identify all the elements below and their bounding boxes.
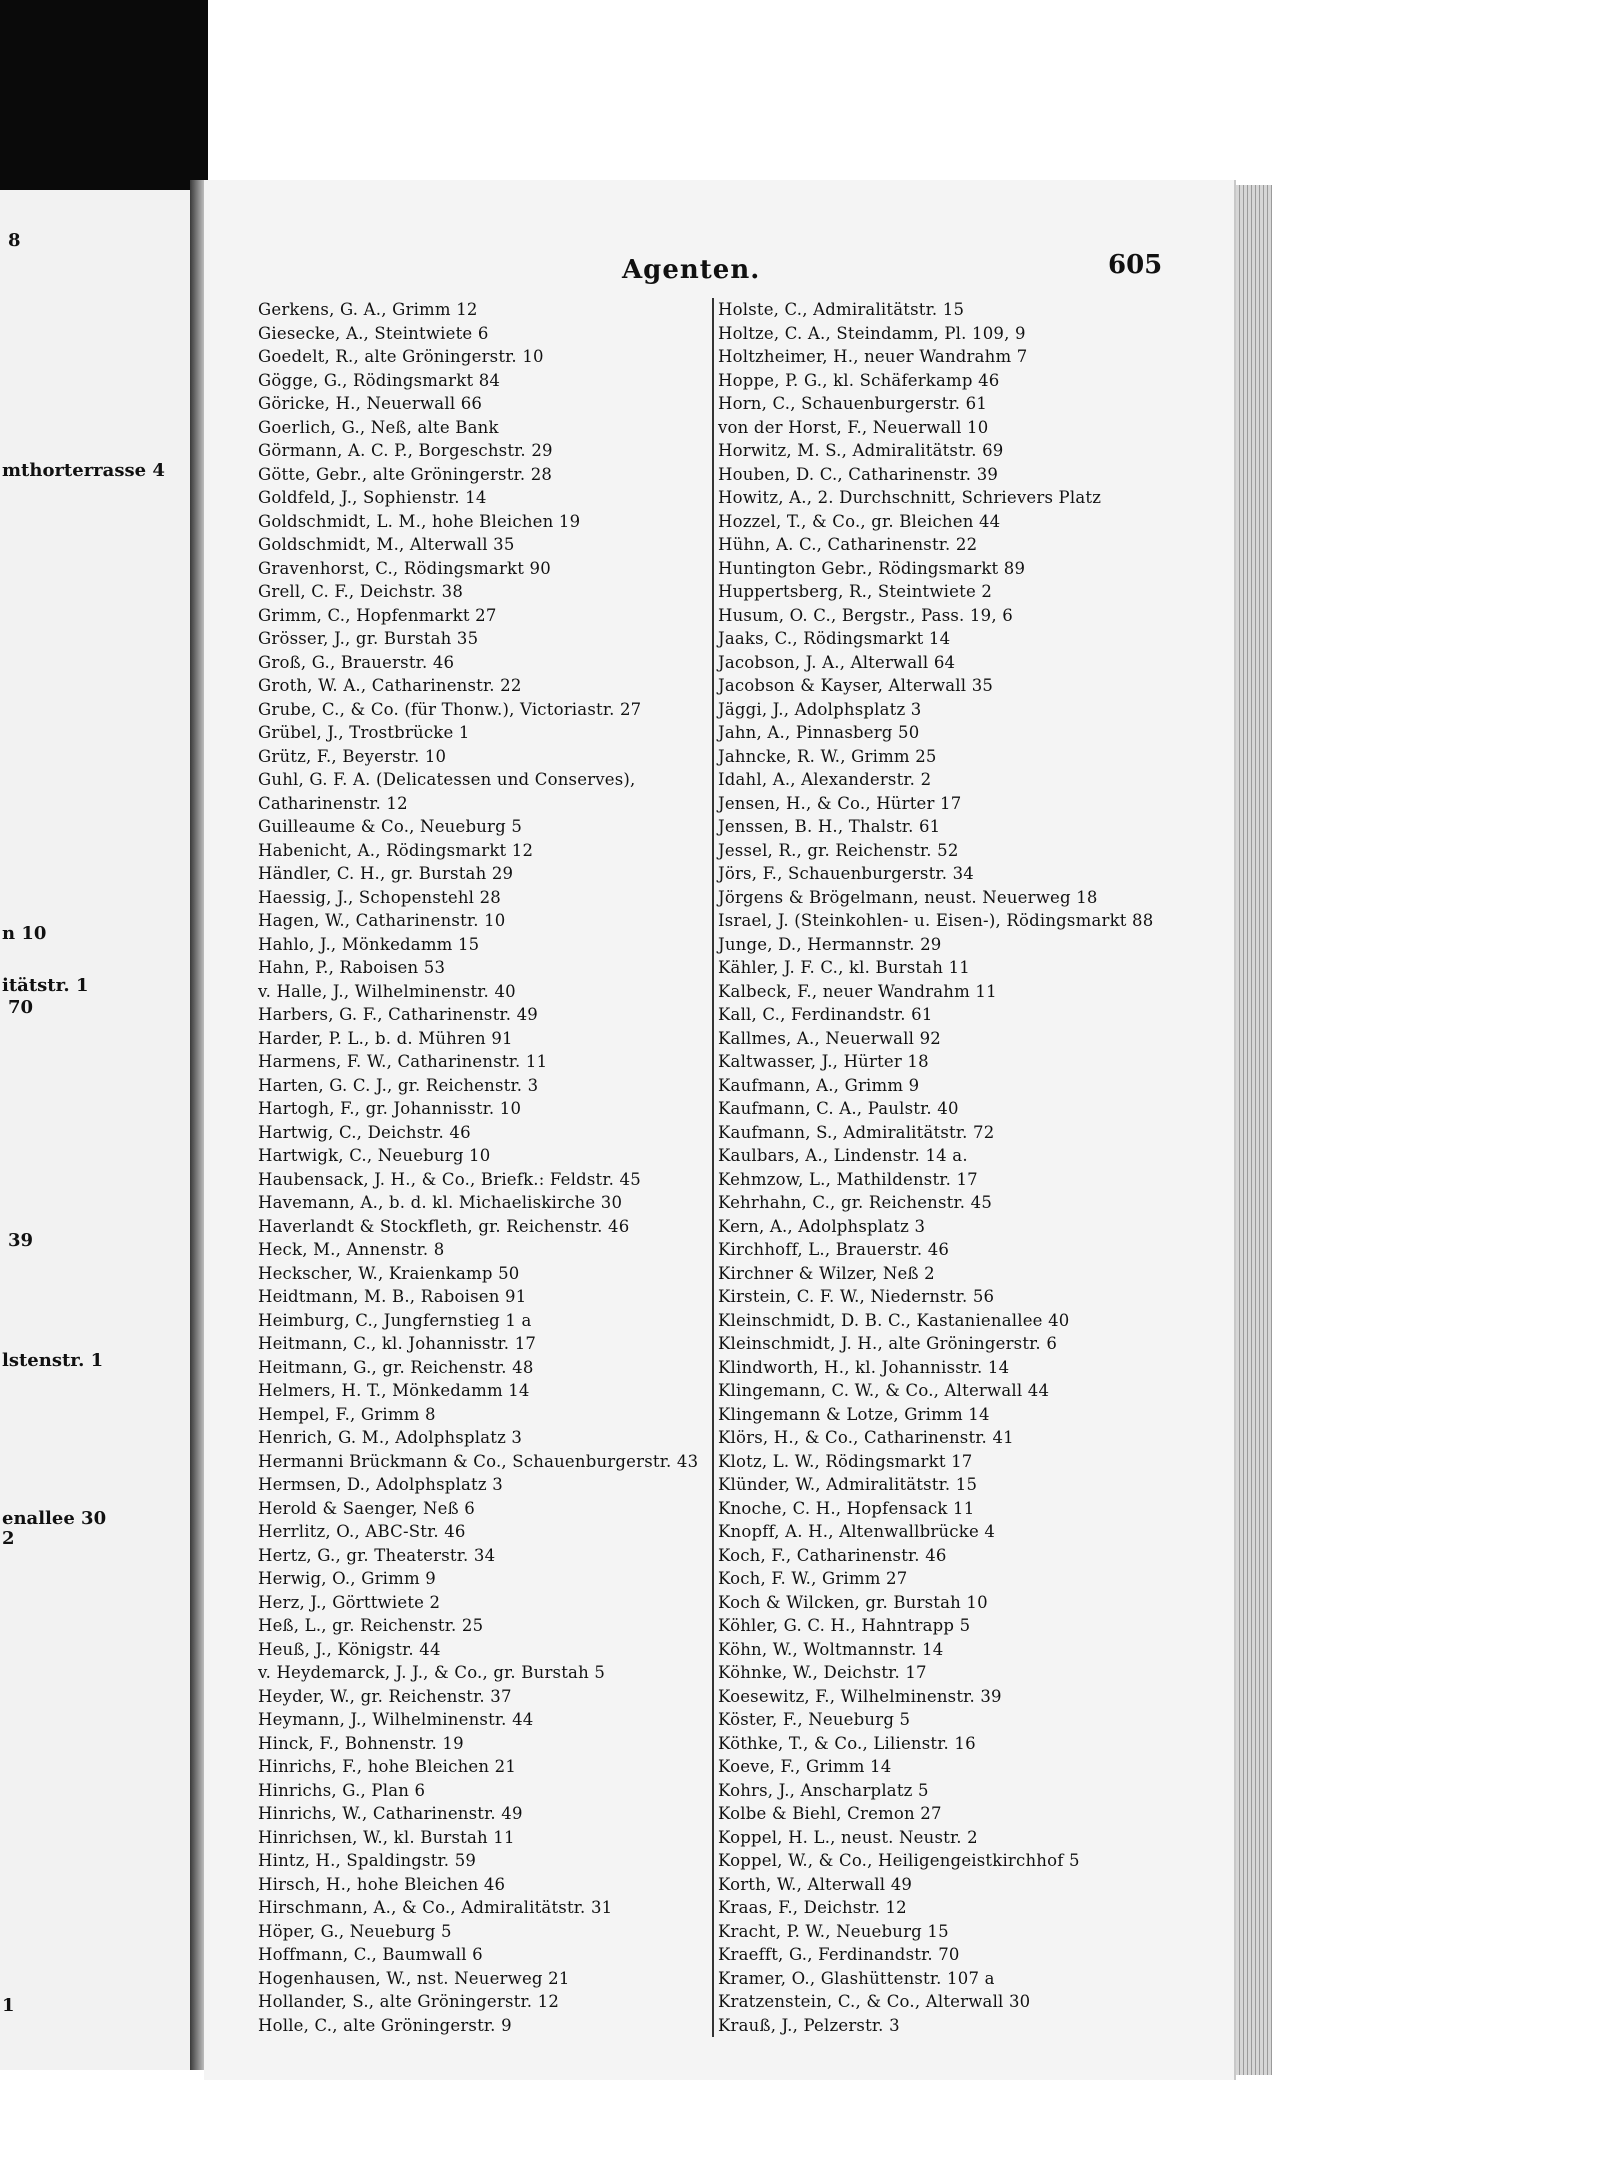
directory-entry: Hinrichs, W., Catharinenstr. 49 — [258, 1804, 523, 1823]
directory-entry: Harder, P. L., b. d. Mühren 91 — [258, 1028, 513, 1048]
directory-entry: Giesecke, A., Steintwiete 6 — [258, 323, 489, 343]
directory-entry: Guilleaume & Co., Neueburg 5 — [258, 817, 523, 836]
directory-entry: Götte, Gebr., alte Gröningerstr. 28 — [258, 464, 553, 484]
directory-entry: Jacobson, J. A., Alterwall 64 — [718, 652, 956, 672]
left-fragment: enallee 30 — [2, 1508, 107, 1529]
directory-entry: Kleinschmidt, J. H., alte Gröningerstr. 6 — [718, 1334, 1058, 1353]
directory-entry: Henrich, G. M., Adolphsplatz 3 — [258, 1428, 523, 1447]
book-gutter — [190, 180, 204, 2070]
directory-entry: Klünder, W., Admiralitätstr. 15 — [718, 1475, 978, 1494]
directory-entry: Kraefft, G., Ferdinandstr. 70 — [718, 1945, 960, 1964]
directory-entry: Knopff, A. H., Altenwallbrücke 4 — [718, 1522, 996, 1541]
directory-entry: Hinrichs, G., Plan 6 — [258, 1780, 426, 1800]
directory-entry: Hempel, F., Grimm 8 — [258, 1404, 436, 1424]
directory-entry: Kall, C., Ferdinandstr. 61 — [718, 1005, 933, 1024]
directory-entry: Kirchhoff, L., Brauerstr. 46 — [718, 1240, 950, 1259]
directory-entry: Hoppe, P. G., kl. Schäferkamp 46 — [718, 370, 1000, 390]
directory-entry: Hertz, G., gr. Theaterstr. 34 — [258, 1545, 496, 1565]
directory-entry: v. Heydemarck, J. J., & Co., gr. Burstah 5 — [258, 1663, 606, 1682]
directory-entry: Gravenhorst, C., Rödingsmarkt 90 — [258, 558, 551, 578]
directory-entry: Köthke, T., & Co., Lilienstr. 16 — [718, 1733, 976, 1753]
left-fragment: 2 — [2, 1528, 15, 1549]
directory-entry: Jahn, A., Pinnasberg 50 — [718, 723, 920, 742]
directory-entry: Grösser, J., gr. Burstah 35 — [258, 629, 479, 648]
directory-entry: Jessel, R., gr. Reichenstr. 52 — [718, 840, 959, 860]
directory-entry: Junge, D., Hermannstr. 29 — [718, 934, 942, 954]
directory-entry: Klingemann, C. W., & Co., Alterwall 44 — [718, 1381, 1050, 1400]
directory-entry: Köster, F., Neueburg 5 — [718, 1710, 911, 1729]
directory-entry: Kracht, P. W., Neueburg 15 — [718, 1921, 949, 1941]
left-fragment: 70 — [8, 997, 34, 1018]
directory-entry: Hollander, S., alte Gröningerstr. 12 — [258, 1992, 560, 2011]
directory-entry: Jörs, F., Schauenburgerstr. 34 — [718, 864, 974, 883]
directory-entry: Heidtmann, M. B., Raboisen 91 — [258, 1287, 527, 1306]
directory-entry: Heckscher, W., Kraienkamp 50 — [258, 1263, 520, 1283]
directory-entry: Holtze, C. A., Steindamm, Pl. 109, 9 — [718, 323, 1026, 343]
directory-entry: Hinrichsen, W., kl. Burstah 11 — [258, 1827, 515, 1847]
directory-entry: Herrlitz, O., ABC-Str. 46 — [258, 1522, 466, 1541]
directory-entry: Habenicht, A., Rödingsmarkt 12 — [258, 840, 534, 860]
directory-entry: Harmens, F. W., Catharinenstr. 11 — [258, 1052, 548, 1071]
directory-entry: Goerlich, G., Neß, alte Bank — [258, 417, 499, 437]
directory-entry: Grube, C., & Co. (für Thonw.), Victoriastr. 27 — [258, 699, 642, 719]
left-fragment: 1 — [2, 1995, 15, 2016]
directory-entry: Grübel, J., Trostbrücke 1 — [258, 723, 470, 742]
directory-entry: v. Halle, J., Wilhelminenstr. 40 — [258, 981, 516, 1001]
directory-column-right — [712, 298, 1178, 2037]
directory-entry: Guhl, G. F. A. (Delicatessen und Conserves), — [258, 770, 636, 789]
directory-entry: Herz, J., Görttwiete 2 — [258, 1592, 441, 1612]
directory-entry: Koesewitz, F., Wilhelminenstr. 39 — [718, 1686, 1002, 1706]
directory-entry: Jaaks, C., Rödingsmarkt 14 — [718, 629, 951, 648]
directory-entry: Grütz, F., Beyerstr. 10 — [258, 746, 447, 766]
directory-entry: Hinck, F., Bohnenstr. 19 — [258, 1733, 464, 1753]
directory-entry: Jörgens & Brögelmann, neust. Neuerweg 18 — [718, 887, 1098, 907]
directory-entry: Köhn, W., Woltmannstr. 14 — [718, 1639, 944, 1659]
directory-entry: Kalbeck, F., neuer Wandrahm 11 — [718, 981, 997, 1001]
directory-entry: Heck, M., Annenstr. 8 — [258, 1240, 445, 1259]
directory-entry: Herwig, O., Grimm 9 — [258, 1569, 436, 1588]
directory-entry: Goldschmidt, L. M., hohe Bleichen 19 — [258, 511, 581, 531]
directory-entry: Hartwigk, C., Neueburg 10 — [258, 1146, 491, 1165]
directory-entry: Hintz, H., Spaldingstr. 59 — [258, 1851, 477, 1870]
directory-entry: Kirchner & Wilzer, Neß 2 — [718, 1263, 935, 1283]
directory-entry: Grimm, C., Hopfenmarkt 27 — [258, 605, 497, 625]
left-fragment: 8 — [8, 230, 21, 251]
directory-entry: Jenssen, B. H., Thalstr. 61 — [718, 817, 941, 836]
directory-entry: Catharinenstr. 12 — [258, 793, 408, 813]
directory-entry: Jensen, H., & Co., Hürter 17 — [718, 793, 962, 813]
directory-entry: Kehrhahn, C., gr. Reichenstr. 45 — [718, 1193, 993, 1212]
directory-entry: Hagen, W., Catharinenstr. 10 — [258, 911, 506, 930]
directory-entry: Krauß, J., Pelzerstr. 3 — [718, 2015, 900, 2035]
directory-entry: Koch, F., Catharinenstr. 46 — [718, 1545, 947, 1565]
directory-entry: Idahl, A., Alexanderstr. 2 — [718, 770, 932, 789]
directory-entry: Kirstein, C. F. W., Niedernstr. 56 — [718, 1287, 995, 1306]
directory-entry: Koppel, W., & Co., Heiligengeistkirchhof 5 — [718, 1851, 1080, 1870]
directory-entry: Kaufmann, S., Admiralitätstr. 72 — [718, 1122, 995, 1142]
directory-entry: Haessig, J., Schopenstehl 28 — [258, 887, 501, 907]
directory-entry: Horn, C., Schauenburgerstr. 61 — [718, 394, 988, 413]
directory-entry: Heimburg, C., Jungfernstieg 1 a — [258, 1310, 532, 1330]
directory-entry: Koch & Wilcken, gr. Burstah 10 — [718, 1592, 988, 1612]
directory-entry: Holste, C., Admiralitätstr. 15 — [718, 300, 965, 319]
directory-entry: Hartogh, F., gr. Johannisstr. 10 — [258, 1099, 522, 1118]
directory-entry: Kohrs, J., Anscharplatz 5 — [718, 1780, 929, 1800]
directory-entry: Hahn, P., Raboisen 53 — [258, 958, 446, 977]
directory-entry: Heitmann, G., gr. Reichenstr. 48 — [258, 1357, 534, 1377]
directory-entry: Koeve, F., Grimm 14 — [718, 1757, 892, 1776]
directory-entry: Höper, G., Neueburg 5 — [258, 1921, 452, 1941]
directory-entry: Koppel, H. L., neust. Neustr. 2 — [718, 1827, 978, 1847]
directory-entry: Köhnke, W., Deichstr. 17 — [718, 1663, 927, 1682]
directory-entry: Kaufmann, C. A., Paulstr. 40 — [718, 1099, 959, 1118]
left-fragment: lstenstr. 1 — [2, 1350, 104, 1371]
directory-entry: Kramer, O., Glashüttenstr. 107 a — [718, 1968, 995, 1988]
directory-entry: Klörs, H., & Co., Catharinenstr. 41 — [718, 1428, 1014, 1447]
directory-entry: Knoche, C. H., Hopfensack 11 — [718, 1498, 975, 1518]
directory-entry: Hermsen, D., Adolphsplatz 3 — [258, 1475, 503, 1494]
directory-entry: Horwitz, M. S., Admiralitätstr. 69 — [718, 441, 1004, 460]
directory-entry: Göricke, H., Neuerwall 66 — [258, 394, 483, 413]
directory-entry: Haverlandt & Stockfleth, gr. Reichenstr. 46 — [258, 1216, 630, 1236]
directory-entry: Kaulbars, A., Lindenstr. 14 a. — [718, 1146, 968, 1165]
directory-entry: Huppertsberg, R., Steintwiete 2 — [718, 582, 993, 601]
directory-entry: Holtzheimer, H., neuer Wandrahm 7 — [718, 347, 1028, 366]
page-header-title: Agenten. — [622, 255, 761, 285]
directory-entry: Kern, A., Adolphsplatz 3 — [718, 1216, 926, 1236]
directory-entry: Klotz, L. W., Rödingsmarkt 17 — [718, 1451, 973, 1471]
directory-entry: Heitmann, C., kl. Johannisstr. 17 — [258, 1334, 537, 1353]
directory-entry: Harbers, G. F., Catharinenstr. 49 — [258, 1005, 538, 1024]
left-fragment: 39 — [8, 1230, 34, 1251]
directory-entry: Husum, O. C., Bergstr., Pass. 19, 6 — [718, 605, 1013, 625]
directory-entry: Groth, W. A., Catharinenstr. 22 — [258, 676, 522, 695]
directory-entry: Heymann, J., Wilhelminenstr. 44 — [258, 1710, 534, 1729]
page-edges — [1236, 185, 1272, 2075]
directory-entry: Heuß, J., Königstr. 44 — [258, 1639, 441, 1659]
directory-entry: Havemann, A., b. d. kl. Michaeliskirche 30 — [258, 1193, 623, 1212]
directory-entry: Korth, W., Alterwall 49 — [718, 1874, 913, 1894]
directory-entry: Kolbe & Biehl, Cremon 27 — [718, 1804, 942, 1823]
directory-entry: Grell, C. F., Deichstr. 38 — [258, 582, 464, 601]
left-page — [0, 190, 193, 2070]
directory-entry: Hinrichs, F., hohe Bleichen 21 — [258, 1757, 517, 1776]
directory-entry: Klingemann & Lotze, Grimm 14 — [718, 1404, 990, 1424]
directory-entry: Hirschmann, A., & Co., Admiralitätstr. 31 — [258, 1898, 613, 1917]
directory-entry: Groß, G., Brauerstr. 46 — [258, 652, 455, 672]
directory-entry: Kehmzow, L., Mathildenstr. 17 — [718, 1169, 978, 1189]
page-number: 605 — [1108, 250, 1163, 280]
directory-entry: von der Horst, F., Neuerwall 10 — [718, 417, 989, 437]
directory-entry: Händler, C. H., gr. Burstah 29 — [258, 864, 514, 883]
directory-entry: Gerkens, G. A., Grimm 12 — [258, 300, 478, 319]
directory-entry: Kähler, J. F. C., kl. Burstah 11 — [718, 958, 970, 977]
directory-entry: Görmann, A. C. P., Borgeschstr. 29 — [258, 441, 553, 460]
left-fragment: n 10 — [2, 923, 47, 944]
left-fragment: itätstr. 1 — [2, 975, 89, 996]
directory-entry: Kaltwasser, J., Hürter 18 — [718, 1052, 929, 1071]
directory-entry: Jahncke, R. W., Grimm 25 — [718, 746, 937, 766]
directory-entry: Holle, C., alte Gröningerstr. 9 — [258, 2015, 512, 2035]
directory-entry: Heß, L., gr. Reichenstr. 25 — [258, 1616, 484, 1635]
directory-entry: Kraas, F., Deichstr. 12 — [718, 1898, 907, 1917]
directory-entry: Goldschmidt, M., Alterwall 35 — [258, 535, 515, 554]
directory-entry: Hartwig, C., Deichstr. 46 — [258, 1122, 471, 1142]
directory-entry: Howitz, A., 2. Durchschnitt, Schrievers Platz — [718, 488, 1102, 507]
directory-entry: Jacobson & Kayser, Alterwall 35 — [718, 676, 994, 695]
left-fragment: mthorterrasse 4 — [2, 460, 165, 481]
directory-entry: Kaufmann, A., Grimm 9 — [718, 1075, 920, 1095]
directory-entry: Hogenhausen, W., nst. Neuerweg 21 — [258, 1968, 570, 1988]
directory-entry: Haubensack, J. H., & Co., Briefk.: Feldstr. 45 — [258, 1169, 641, 1189]
directory-entry: Goedelt, R., alte Gröningerstr. 10 — [258, 347, 544, 366]
directory-entry: Israel, J. (Steinkohlen- u. Eisen-), Rödingsmarkt 88 — [718, 911, 1154, 930]
directory-entry: Hahlo, J., Mönkedamm 15 — [258, 934, 480, 954]
directory-entry: Klindworth, H., kl. Johannisstr. 14 — [718, 1357, 1010, 1377]
directory-entry: Jäggi, J., Adolphsplatz 3 — [718, 699, 922, 719]
directory-entry: Hermanni Brückmann & Co., Schauenburgerstr. 43 — [258, 1451, 699, 1471]
directory-entry: Heyder, W., gr. Reichenstr. 37 — [258, 1686, 512, 1706]
directory-entry: Herold & Saenger, Neß 6 — [258, 1498, 475, 1518]
directory-entry: Gögge, G., Rödingsmarkt 84 — [258, 370, 501, 390]
directory-entry: Kallmes, A., Neuerwall 92 — [718, 1028, 941, 1048]
directory-entry: Hozzel, T., & Co., gr. Bleichen 44 — [718, 511, 1001, 531]
directory-entry: Koch, F. W., Grimm 27 — [718, 1569, 908, 1588]
directory-entry: Helmers, H. T., Mönkedamm 14 — [258, 1381, 530, 1400]
directory-entry: Hoffmann, C., Baumwall 6 — [258, 1945, 483, 1964]
directory-entry: Houben, D. C., Catharinenstr. 39 — [718, 464, 999, 484]
directory-entry: Kratzenstein, C., & Co., Alterwall 30 — [718, 1992, 1031, 2011]
directory-entry: Hirsch, H., hohe Bleichen 46 — [258, 1874, 506, 1894]
directory-entry: Köhler, G. C. H., Hahntrapp 5 — [718, 1616, 971, 1635]
directory-column-left — [258, 298, 708, 2037]
directory-entry: Goldfeld, J., Sophienstr. 14 — [258, 488, 487, 507]
directory-entry: Hühn, A. C., Catharinenstr. 22 — [718, 535, 978, 554]
directory-entry: Kleinschmidt, D. B. C., Kastanienallee 40 — [718, 1310, 1070, 1330]
directory-entry: Huntington Gebr., Rödingsmarkt 89 — [718, 558, 1026, 578]
directory-entry: Harten, G. C. J., gr. Reichenstr. 3 — [258, 1075, 539, 1095]
